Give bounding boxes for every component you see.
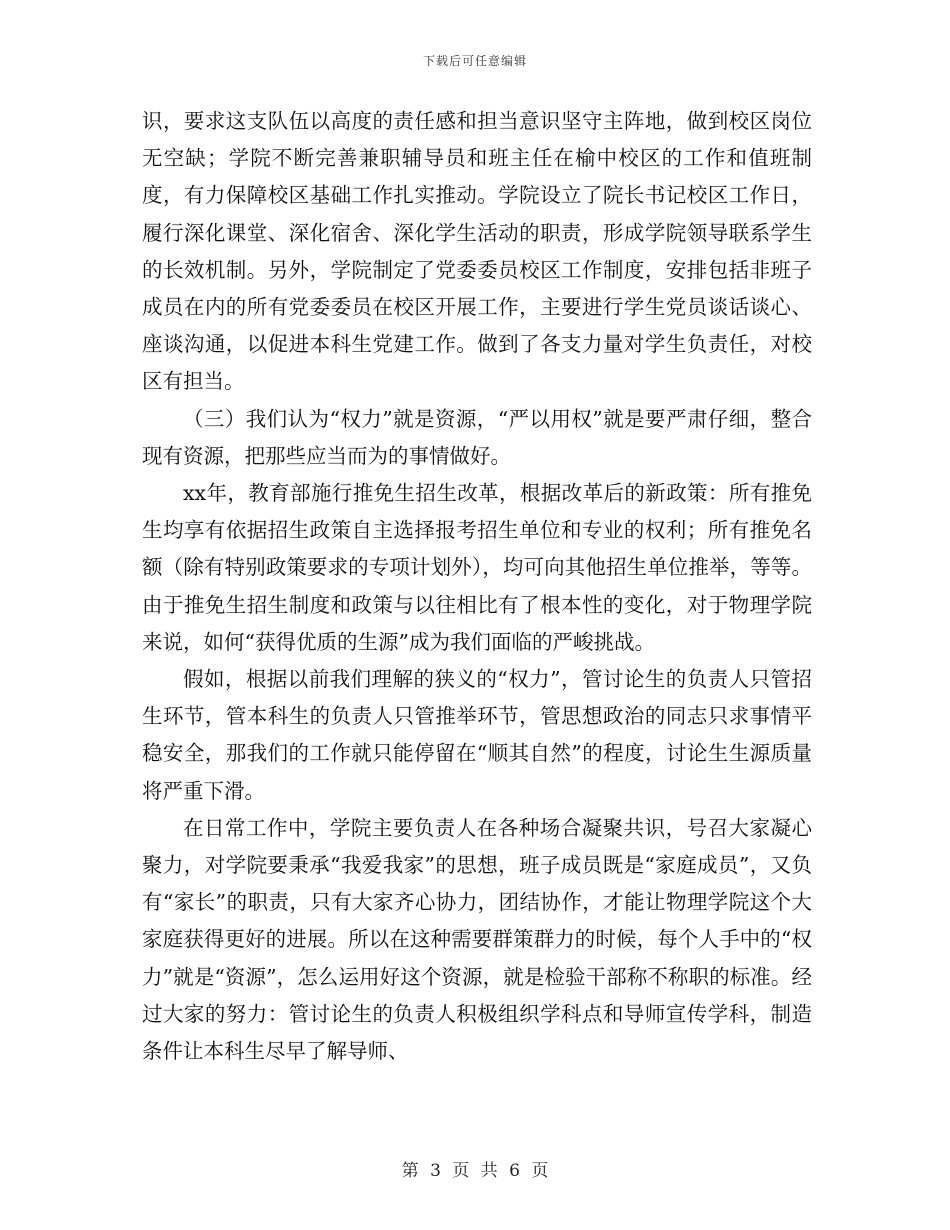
paragraph-3: xx年，教育部施行推免生招生改革，根据改革后的新政策：所有推免生均享有依据招生政策自主选择报考招生单位和专业的权利；所有推免名额（除有特别政策要求的专项计划外），均可向其他招生单位推举，等等。由于推免生招生制度和政策与以往相比有了根本性的变化，对于物理学院来说，如何“获得优质的生源”成为我们面临的严峻挑战。 (142, 481, 812, 654)
page-header: 下载后可任意编辑 (422, 54, 527, 68)
document-body (142, 103, 812, 1070)
paragraph-4: 假如，根据以前我们理解的狭义的“权力”，管讨论生的负责人只管招生环节，管本科生的负责人只管推举环节，管思想政治的同志只求事情平稳安全，那我们的工作就只能停留在“顺其自然”的程度，讨论生生源质量将严重下滑。 (142, 667, 812, 803)
paragraph-2: （三）我们认为“权力”就是资源，“严以用权”就是要严肃仔细，整合现有资源，把那些应当而为的事情做好。 (142, 406, 812, 468)
page-number: 第 3 页 共 6 页 (401, 1161, 549, 1181)
paragraph-1: 识，要求这支队伍以高度的责任感和担当意识坚守主阵地，做到校区岗位无空缺；学院不断完善兼职辅导员和班主任在榆中校区的工作和值班制度，有力保障校区基础工作扎实推动。学院设立了院长书记校区工作日，履行深化课堂、深化宿舍、深化学生活动的职责，形成学院领导联系学生的长效机制。另外，学院制定了党委委员校区工作制度，安排包括非班子成员在内的所有党委委员在校区开展工作，主要进行学生党员谈话谈心、座谈沟通，以促进本科生党建工作。做到了各支力量对学生负责任，对校区有担当。 (142, 109, 812, 394)
paragraph-5: 在日常工作中，学院主要负责人在各种场合凝聚共识，号召大家凝心聚力，对学院要秉承“我爱我家”的思想，班子成员既是“家庭成员”，又负有“家长”的职责，只有大家齐心协力，团结协作，才能让物理学院这个大家庭获得更好的进展。所以在这种需要群策群力的时候，每个人手中的“权力”就是“资源”，怎么运用好这个资源，就是检验干部称不称职的标准。经过大家的努力：管讨论生的负责人积极组织学科点和导师宣传学科，制造条件让本科生尽早了解导师、 (142, 815, 812, 1064)
